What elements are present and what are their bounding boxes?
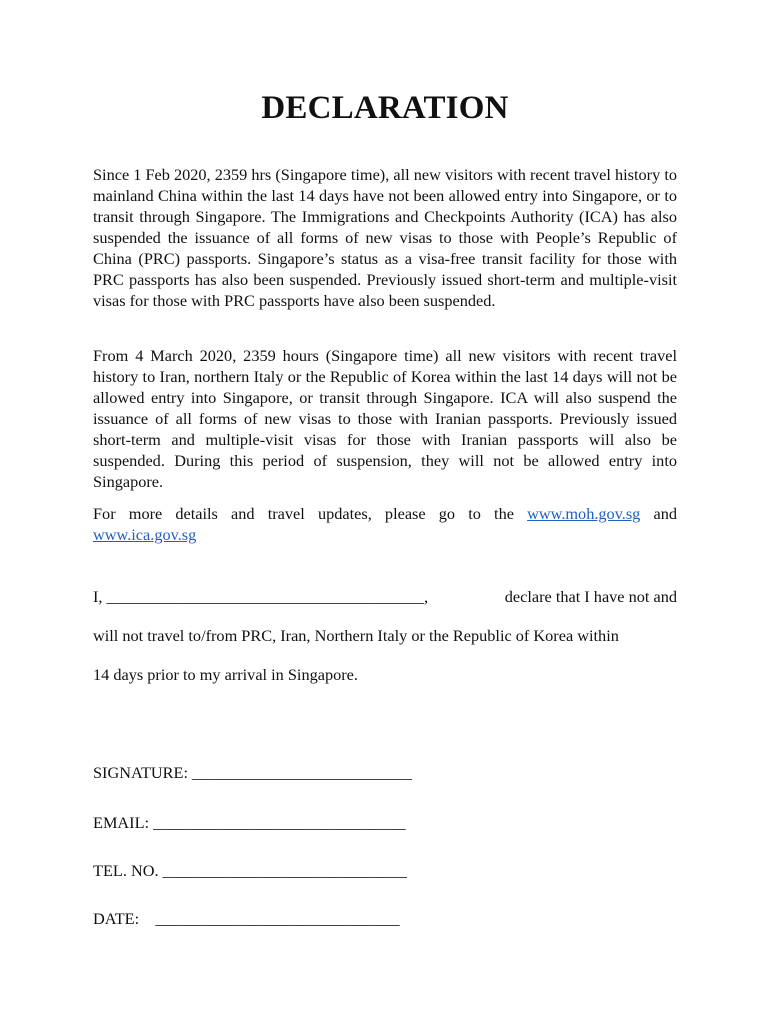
moh-link[interactable]: www.moh.gov.sg: [527, 504, 641, 523]
paragraph-more-details: [93, 503, 677, 545]
declaration-line-1: [93, 586, 677, 607]
declaration-line-2: will not travel to/from PRC, Iran, Northern Italy or the Republic of Korea within: [93, 626, 619, 645]
email-field[interactable]: EMAIL: _______________________________: [93, 813, 406, 832]
signature-field[interactable]: SIGNATURE: ___________________________: [93, 763, 412, 782]
paragraph-iran-italy-korea-restrictions: From 4 March 2020, 2359 hours (Singapore time) all new visitors with recent travel history to Iran, northern Italy or the Republic of Korea within the last 14 days will not be allowed entry into Singapore, or transit through Singapore. ICA will also suspend the issuance of all forms of new visas to those with Iranian passports. Previously issued short-term and multiple-visit visas for those with Iranian passports will also be suspended. During this period of suspension, they will not be allowed entry into Singapore.: [93, 346, 677, 491]
declaration-line-1-end: declare that I have not and: [504, 587, 677, 606]
more-details-text: For more details and travel updates, please go to the: [93, 504, 528, 523]
date-field[interactable]: DATE: ______________________________: [93, 909, 400, 928]
and-text: and: [640, 504, 677, 523]
tel-no-field[interactable]: TEL. NO. ______________________________: [93, 861, 407, 880]
ica-link[interactable]: www.ica.gov.sg: [93, 525, 197, 544]
declaration-line-3: 14 days prior to my arrival in Singapore.: [93, 665, 358, 684]
document-title: DECLARATION: [261, 90, 509, 126]
declarant-name-blank[interactable]: I, _______________________________________,: [93, 587, 429, 606]
paragraph-china-restrictions: Since 1 Feb 2020, 2359 hrs (Singapore time), all new visitors with recent travel history to mainland China within the last 14 days have not been allowed entry into Singapore, or to transit through Singapore. The Immigrations and Checkpoints Authority (ICA) has also suspended the issuance of all forms of new visas to those with People’s Republic of China (PRC) passports. Singapore’s status as a visa-free transit facility for those with PRC passports has also been suspended. Previously issued short-term and multiple-visit visas for those with PRC passports have also been suspended.: [93, 165, 677, 310]
